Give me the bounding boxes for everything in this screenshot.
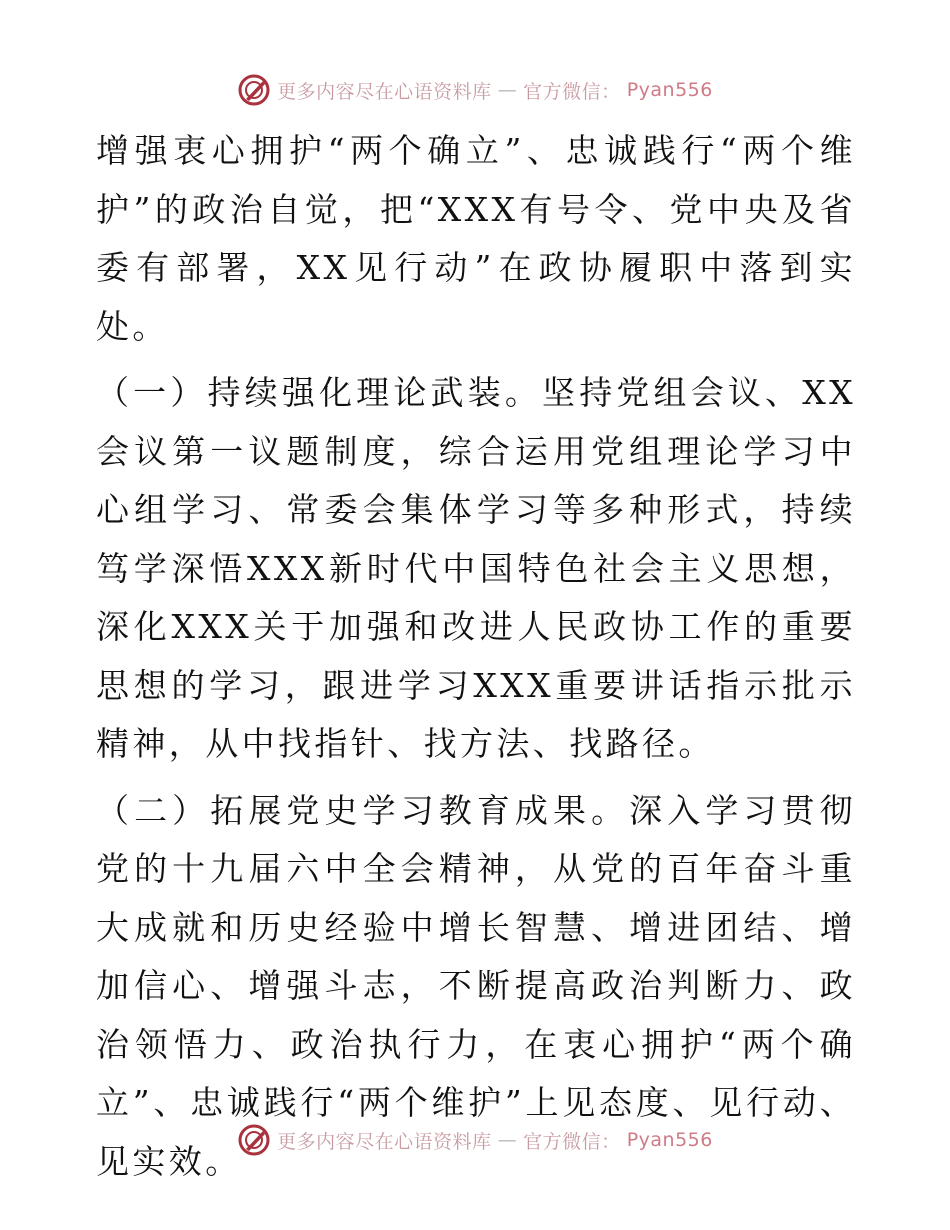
brand-logo-icon	[237, 73, 271, 107]
brand-logo-icon	[237, 1123, 271, 1157]
paragraph-section-2: （二）拓展党史学习教育成果。深入学习贯彻党的十九届六中全会精神，从党的百年奋斗重大成就和历史经验中增长智慧、增进团结、增加信心、增强斗志，不断提高政治判断力、政治领悟力、政治执行力，在衷心拥护“两个确立”、忠诚践行“两个维护”上见态度、见行动、见实效。	[96, 790, 856, 1181]
watermark-banner-bottom	[0, 1118, 950, 1162]
document-body	[96, 122, 856, 1191]
watermark-wechat-id: Pyan556	[626, 1129, 713, 1151]
watermark-wechat-label: 官方微信：	[523, 1130, 621, 1153]
watermark-wechat-id: Pyan556	[626, 79, 713, 101]
paragraph-intro: 增强衷心拥护“两个确立”、忠诚践行“两个维护”的政治自觉，把“XXX有号令、党中央及省委有部署，XX见行动”在政协履职中落到实处。	[96, 131, 856, 346]
watermark-wechat-label: 官方微信：	[523, 80, 621, 103]
watermark-text: 更多内容尽在心语资料库	[277, 80, 492, 103]
watermark-dash: —	[497, 1129, 518, 1151]
watermark-banner-top	[0, 68, 950, 112]
watermark-dash: —	[497, 79, 518, 101]
paragraph-section-1: （一）持续强化理论武装。坚持党组会议、XX会议第一议题制度，综合运用党组理论学习中心组学习、常委会集体学习等多种形式，持续笃学深悟XXX新时代中国特色社会主义思想，深化XXX关于加强和改进人民政协工作的重要思想的学习，跟进学习XXX重要讲话指示批示精神，从中找指针、找方法、找路径。	[96, 373, 856, 763]
watermark-text: 更多内容尽在心语资料库	[277, 1130, 492, 1153]
